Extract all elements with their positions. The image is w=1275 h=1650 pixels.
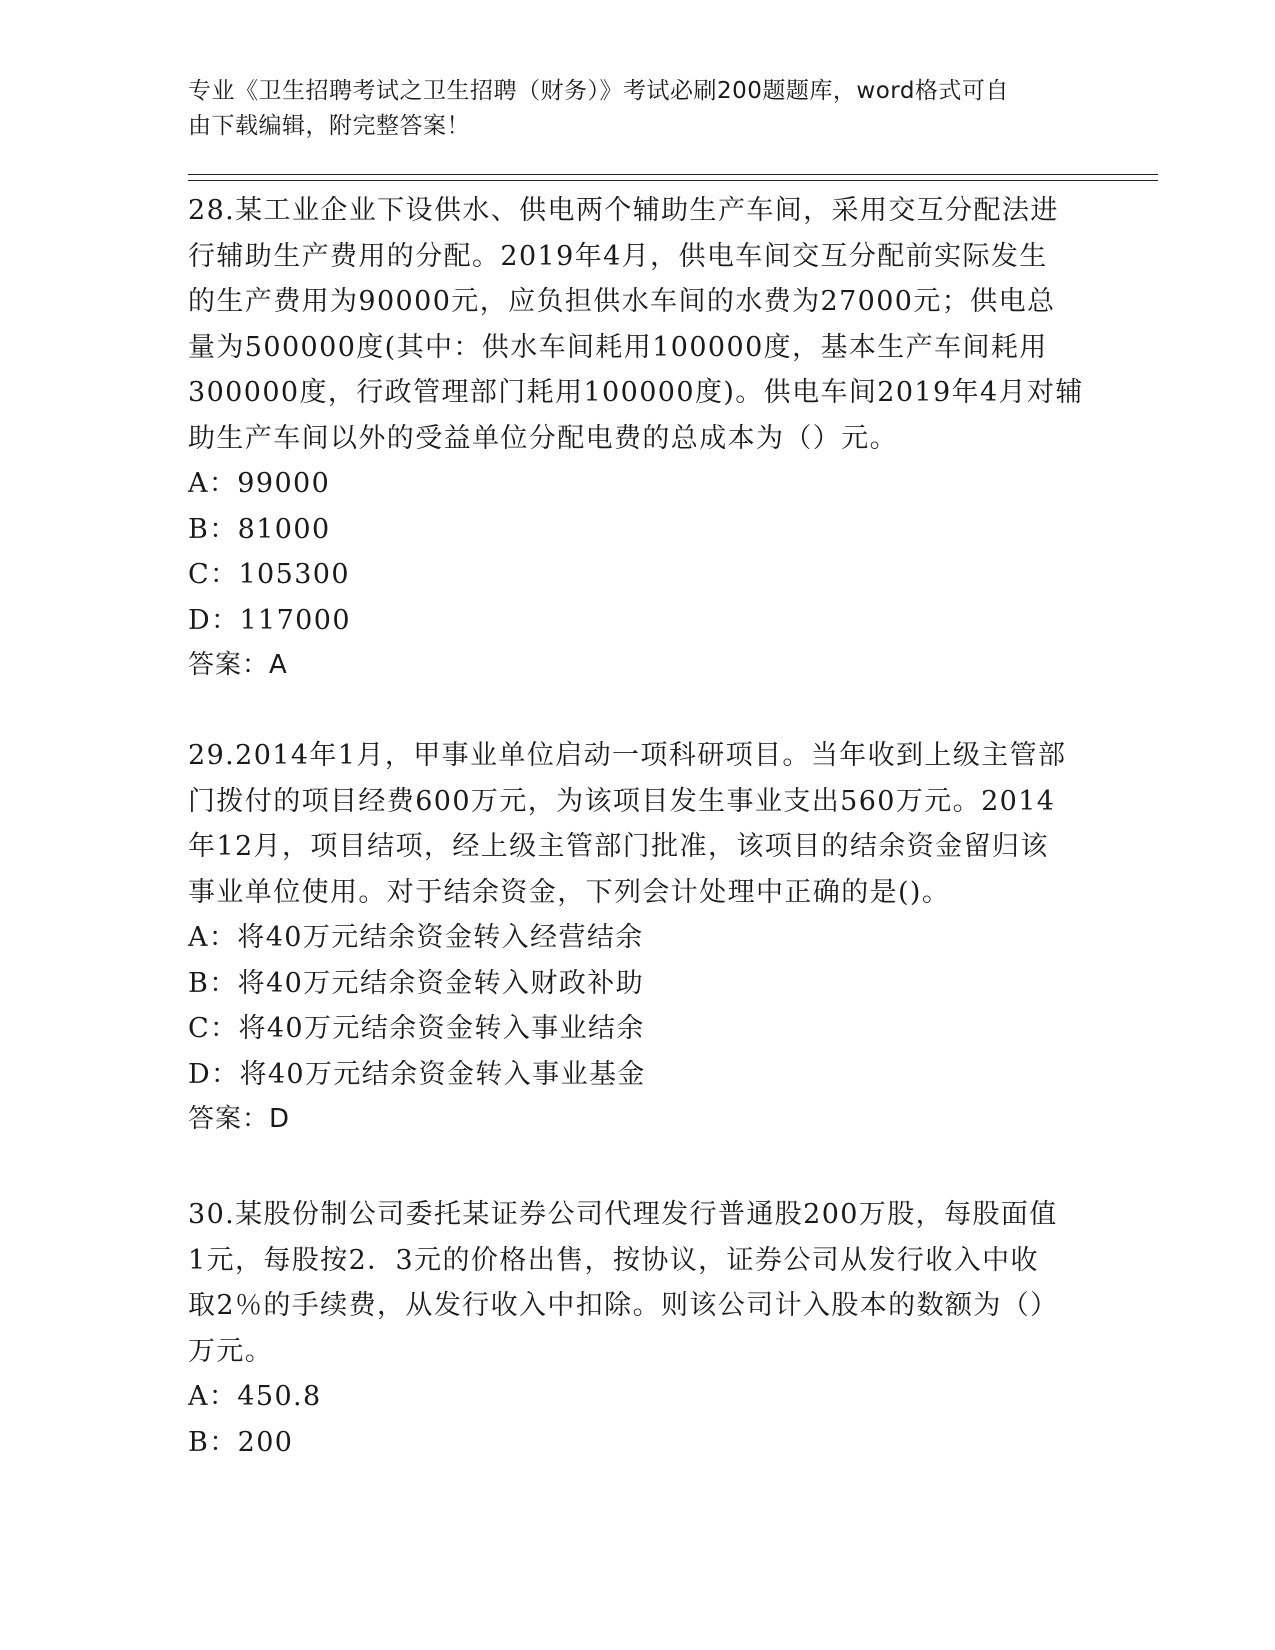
header-line: 由下载编辑，附完整答案！ xyxy=(188,113,470,139)
option-b: B：81000 xyxy=(188,513,331,545)
option-d: D：将40万元结余资金转入事业基金 xyxy=(188,1058,646,1090)
question-stem-line: 29.2014年1月，甲事业单位启动一项科研项目。当年收到上级主管部 xyxy=(188,740,1067,771)
question-stem-line: 行辅助生产费用的分配。2019年4月，供电车间交互分配前实际发生 xyxy=(188,240,1048,272)
question-stem-line: 门拨付的项目经费600万元，为该项目发生事业支出560万元。2014 xyxy=(188,785,1056,817)
question-stem-line: 万元。 xyxy=(188,1335,274,1367)
option-c: C：将40万元结余资金转入事业结余 xyxy=(188,1013,645,1044)
answer-line: 答案：D xyxy=(188,1104,291,1134)
option-d: D：117000 xyxy=(188,604,351,636)
document-header xyxy=(188,74,1068,144)
option-b: B：200 xyxy=(188,1426,294,1458)
header-divider xyxy=(188,174,1158,175)
question-stem-line: 28.某工业企业下设供水、供电两个辅助生产车间，采用交互分配法进 xyxy=(188,195,1059,226)
question-stem-line: 取2％的手续费，从发行收入中扣除。则该公司计入股本的数额为（） xyxy=(188,1290,1059,1321)
option-a: A：450.8 xyxy=(188,1381,322,1412)
option-a: A：99000 xyxy=(188,468,331,499)
question-stem-line: 年12月，项目结项，经上级主管部门批准，该项目的结余资金留归该 xyxy=(188,831,1049,862)
question-28 xyxy=(188,188,1088,689)
option-c: C：105300 xyxy=(188,559,350,590)
question-stem-line: 事业单位使用。对于结余资金，下列会计处理中正确的是()。 xyxy=(188,876,951,908)
question-30 xyxy=(188,1192,1088,1465)
answer-line: 答案：A xyxy=(188,650,288,680)
option-b: B：将40万元结余资金转入财政补助 xyxy=(188,967,644,999)
question-stem-line: 1元，每股按2．3元的价格出售，按协议，证券公司从发行收入中收 xyxy=(188,1244,1039,1276)
question-stem-line: 30.某股份制公司委托某证券公司代理发行普通股200万股，每股面值 xyxy=(188,1199,1058,1230)
header-divider xyxy=(188,180,1158,181)
question-stem-line: 300000度，行政管理部门耗用100000度)。供电车间2019年4月对辅 xyxy=(188,377,1084,408)
question-29 xyxy=(188,733,1088,1143)
question-stem-line: 助生产车间以外的受益单位分配电费的总成本为（）元。 xyxy=(188,422,898,454)
question-stem-line: 的生产费用为90000元，应负担供水车间的水费为27000元；供电总 xyxy=(188,286,1056,317)
option-a: A：将40万元结余资金转入经营结余 xyxy=(188,922,644,953)
question-stem-line: 量为500000度(其中：供水车间耗用100000度，基本生产车间耗用 xyxy=(188,331,1048,363)
header-line: 专业《卫生招聘考试之卫生招聘（财务）》考试必刷200题题库，word格式可自 xyxy=(188,78,1009,104)
